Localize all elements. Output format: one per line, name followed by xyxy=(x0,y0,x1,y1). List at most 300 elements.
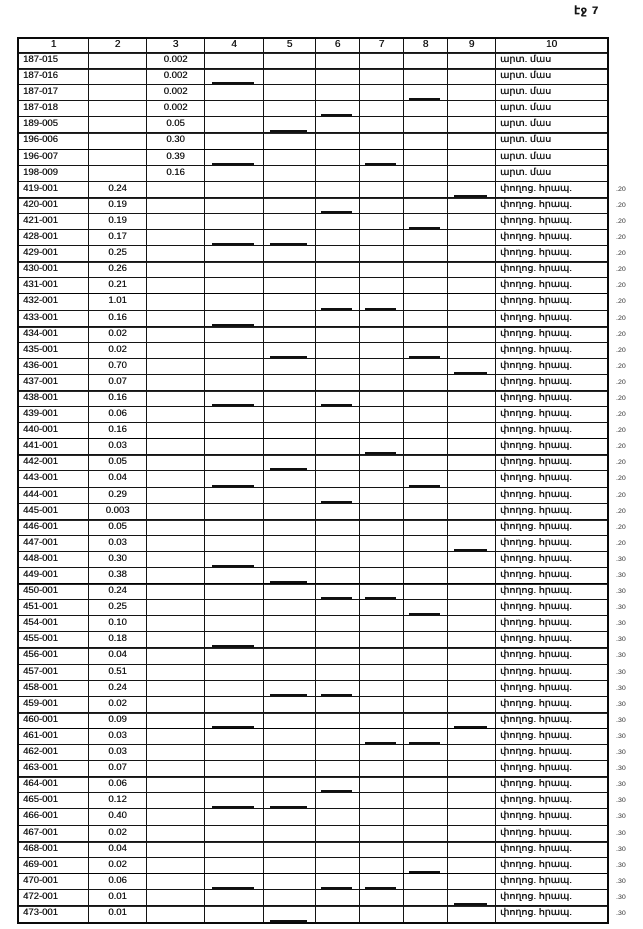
cell-id: 449-001 xyxy=(19,568,89,583)
table-row xyxy=(19,278,626,294)
cell-col6 xyxy=(316,600,360,615)
cell-col6 xyxy=(316,150,360,165)
cell-col10: փողոց. հրապ. xyxy=(500,263,572,275)
cell-col6 xyxy=(316,584,360,599)
cell-col6 xyxy=(316,182,360,197)
cell-col4 xyxy=(205,423,264,438)
cell-col2: 0.10 xyxy=(89,616,147,631)
column-header-10: 10 xyxy=(545,39,558,50)
cell-col9 xyxy=(448,874,496,889)
cell-col10: փողոց. հրապ. xyxy=(500,697,572,709)
cell-col6 xyxy=(316,117,360,132)
cell-col8 xyxy=(404,278,448,293)
cell-col7 xyxy=(360,648,404,663)
cell-col5 xyxy=(264,665,316,680)
cell-col6 xyxy=(316,504,360,519)
table-row xyxy=(19,150,607,166)
cell-id: 450-001 xyxy=(19,584,89,599)
table-row xyxy=(19,262,626,278)
margin-annotation: .20 xyxy=(616,491,626,499)
cell-col4 xyxy=(205,568,264,583)
cell-col5 xyxy=(264,455,316,470)
cell-col6 xyxy=(316,343,360,358)
cell-col10: փողոց. հրապ. xyxy=(500,713,572,725)
cell-col2: 0.02 xyxy=(89,826,147,841)
cell-col3 xyxy=(147,761,205,776)
margin-annotation: .20 xyxy=(616,234,626,241)
cell-col8 xyxy=(404,455,448,470)
cell-col10: փողոց. հրապ. xyxy=(500,874,572,886)
cell-col10: արտ. մաս xyxy=(500,70,552,82)
cell-col10: փողոց. հրապ. xyxy=(500,810,572,822)
cell-col4 xyxy=(205,343,264,358)
cell-col8 xyxy=(404,697,448,712)
cell-col2: 1.01 xyxy=(89,294,147,309)
cell-col2: 0.25 xyxy=(89,600,147,615)
cell-col9 xyxy=(448,600,496,615)
cell-col5 xyxy=(264,584,316,599)
cell-col8 xyxy=(404,294,448,309)
cell-col6 xyxy=(316,262,360,277)
cell-col9 xyxy=(448,53,496,68)
cell-col4 xyxy=(205,101,264,116)
table-row xyxy=(19,858,626,874)
cell-id: 439-001 xyxy=(19,407,89,422)
cell-col2: 0.04 xyxy=(89,471,147,486)
cell-col4 xyxy=(205,198,264,213)
cell-col5 xyxy=(264,697,316,712)
cell-col2: 0.24 xyxy=(89,584,147,599)
cell-col7 xyxy=(360,584,404,599)
cell-col7 xyxy=(360,552,404,567)
cell-col2: 0.21 xyxy=(89,278,147,293)
cell-col7 xyxy=(360,729,404,744)
cell-col7 xyxy=(360,359,404,374)
cell-col9 xyxy=(448,294,496,309)
cell-col9 xyxy=(448,488,496,503)
cell-col9 xyxy=(448,793,496,808)
cell-id: 461-001 xyxy=(19,729,89,744)
cell-col9 xyxy=(448,520,496,535)
cell-col8 xyxy=(404,874,448,889)
cell-col8 xyxy=(404,198,448,213)
cell-col9 xyxy=(448,809,496,824)
cell-col4 xyxy=(205,890,264,905)
cell-col10: փողոց. հրապ. xyxy=(500,762,572,774)
cell-id: 462-001 xyxy=(19,745,89,760)
cell-col5 xyxy=(264,616,316,631)
cell-col3 xyxy=(147,697,205,712)
cell-col10: փողոց. հրապ. xyxy=(500,311,572,323)
table-row xyxy=(19,713,626,729)
margin-annotation: .30 xyxy=(616,829,626,837)
cell-col4 xyxy=(205,471,264,486)
cell-col4 xyxy=(205,777,264,792)
cell-col4 xyxy=(205,552,264,567)
cell-col6 xyxy=(316,520,360,535)
cell-col7 xyxy=(360,665,404,680)
cell-col4 xyxy=(205,826,264,841)
cell-col6 xyxy=(316,665,360,680)
cell-col7 xyxy=(360,278,404,293)
table-row xyxy=(19,182,626,198)
table-row xyxy=(19,85,607,101)
cell-col5 xyxy=(264,391,316,406)
cell-col4 xyxy=(205,246,264,261)
cell-col9 xyxy=(448,665,496,680)
cell-col5 xyxy=(264,713,316,728)
cell-col9 xyxy=(448,826,496,841)
cell-col7 xyxy=(360,761,404,776)
cell-col10: փողոց. հրապ. xyxy=(500,182,572,194)
cell-col4 xyxy=(205,150,264,165)
cell-col8 xyxy=(404,488,448,503)
cell-col3: 0.05 xyxy=(147,117,205,132)
cell-col8 xyxy=(404,53,448,68)
cell-col3 xyxy=(147,729,205,744)
cell-col4 xyxy=(205,842,264,857)
table-row xyxy=(19,391,626,407)
cell-col6 xyxy=(316,906,360,922)
cell-col7 xyxy=(360,230,404,245)
table-row xyxy=(19,826,626,842)
cell-col10: փողոց. հրապ. xyxy=(500,826,572,838)
cell-col8 xyxy=(404,777,448,792)
cell-col7 xyxy=(360,311,404,326)
margin-annotation: .30 xyxy=(616,781,626,788)
cell-col2: 0.38 xyxy=(89,568,147,583)
cell-col10: փողոց. հրապ. xyxy=(500,729,572,741)
cell-col4 xyxy=(205,697,264,712)
table-row xyxy=(19,214,626,230)
cell-id: 473-001 xyxy=(19,906,89,922)
cell-col10: փողոց. հրապ. xyxy=(500,681,572,693)
cell-col2: 0.07 xyxy=(89,375,147,390)
cell-col3 xyxy=(147,407,205,422)
margin-annotation: .20 xyxy=(616,523,626,531)
cell-col2: 0.06 xyxy=(89,407,147,422)
cell-col5 xyxy=(264,150,316,165)
cell-col7 xyxy=(360,890,404,905)
table-body xyxy=(19,53,626,922)
cell-col10: արտ. մաս xyxy=(500,166,552,178)
table-row xyxy=(19,504,626,520)
cell-col4 xyxy=(205,520,264,535)
cell-col2: 0.06 xyxy=(89,777,147,792)
cell-col4 xyxy=(205,294,264,309)
margin-annotation: .30 xyxy=(616,813,626,821)
cell-col3 xyxy=(147,777,205,792)
cell-col9 xyxy=(448,117,496,132)
cell-col3: 0.002 xyxy=(147,69,205,84)
cell-col4 xyxy=(205,375,264,390)
cell-col4 xyxy=(205,230,264,245)
column-header-6: 6 xyxy=(316,39,360,52)
cell-col10: փողոց. հրապ. xyxy=(500,552,572,564)
margin-annotation: .20 xyxy=(616,330,626,338)
cell-col6 xyxy=(316,246,360,261)
margin-annotation: .20 xyxy=(616,346,626,354)
table-row xyxy=(19,842,626,858)
cell-col6 xyxy=(316,471,360,486)
margin-annotation: .30 xyxy=(616,572,626,579)
margin-annotation: .30 xyxy=(616,910,626,917)
cell-id: 433-001 xyxy=(19,311,89,326)
cell-col8 xyxy=(404,214,448,229)
cell-id: 468-001 xyxy=(19,842,89,857)
margin-annotation: .30 xyxy=(616,636,626,644)
cell-col3 xyxy=(147,182,205,197)
cell-col9 xyxy=(448,391,496,406)
cell-id: 458-001 xyxy=(19,681,89,696)
cell-col7 xyxy=(360,262,404,277)
cell-col4 xyxy=(205,906,264,922)
cell-col6 xyxy=(316,133,360,148)
margin-annotation: .20 xyxy=(616,459,626,467)
cell-col10: փողոց. հրապ. xyxy=(500,295,572,307)
cell-col2: 0.02 xyxy=(89,697,147,712)
cell-col2: 0.17 xyxy=(89,230,147,245)
cell-col10: արտ. մաս xyxy=(500,118,552,130)
cell-col10: փողոց. հրապ. xyxy=(500,440,572,452)
cell-col7 xyxy=(360,214,404,229)
cell-col7 xyxy=(360,407,404,422)
cell-col9 xyxy=(448,230,496,245)
cell-col6 xyxy=(316,890,360,905)
cell-col5 xyxy=(264,488,316,503)
cell-col8 xyxy=(404,311,448,326)
cell-col9 xyxy=(448,568,496,583)
cell-col6 xyxy=(316,568,360,583)
cell-col3 xyxy=(147,681,205,696)
cell-col7 xyxy=(360,777,404,792)
table-row xyxy=(19,761,626,777)
margin-annotation: .20 xyxy=(616,395,626,402)
cell-col5 xyxy=(264,375,316,390)
margin-annotation: .20 xyxy=(616,363,626,370)
cell-id: 420-001 xyxy=(19,198,89,213)
cell-col2 xyxy=(89,85,147,100)
table-row xyxy=(19,423,626,439)
cell-col8 xyxy=(404,826,448,841)
cell-col7 xyxy=(360,182,404,197)
cell-col3 xyxy=(147,230,205,245)
cell-col6 xyxy=(316,632,360,647)
cell-col4 xyxy=(205,504,264,519)
cell-id: 467-001 xyxy=(19,826,89,841)
cell-col9 xyxy=(448,214,496,229)
cell-col9 xyxy=(448,85,496,100)
cell-col5 xyxy=(264,874,316,889)
cell-col8 xyxy=(404,552,448,567)
cell-col9 xyxy=(448,729,496,744)
cell-col10: փողոց. հրապ. xyxy=(500,488,572,500)
cell-col10: արտ. մաս xyxy=(500,102,552,114)
cell-col9 xyxy=(448,182,496,197)
cell-id: 443-001 xyxy=(19,471,89,486)
cell-col9 xyxy=(448,552,496,567)
cell-col8 xyxy=(404,504,448,519)
cell-col9 xyxy=(448,166,496,181)
margin-annotation: .20 xyxy=(616,266,626,273)
cell-col4 xyxy=(205,858,264,873)
cell-col7 xyxy=(360,488,404,503)
cell-col7 xyxy=(360,439,404,454)
margin-annotation: .20 xyxy=(616,202,626,209)
cell-col8 xyxy=(404,391,448,406)
cell-col3 xyxy=(147,793,205,808)
cell-col6 xyxy=(316,423,360,438)
table-row xyxy=(19,568,626,584)
cell-col6 xyxy=(316,616,360,631)
margin-annotation: .20 xyxy=(616,379,626,386)
cell-col9 xyxy=(448,423,496,438)
column-header-5: 5 xyxy=(264,39,316,52)
table-row xyxy=(19,697,626,713)
cell-col10: փողոց. հրապ. xyxy=(500,794,572,806)
cell-col6 xyxy=(316,681,360,696)
cell-col7 xyxy=(360,697,404,712)
margin-annotation: .20 xyxy=(616,411,626,418)
cell-col3 xyxy=(147,890,205,905)
cell-col6 xyxy=(316,488,360,503)
margin-annotation: .20 xyxy=(616,314,626,322)
cell-col9 xyxy=(448,890,496,905)
cell-col2 xyxy=(89,133,147,148)
cell-col6 xyxy=(316,69,360,84)
margin-annotation: .30 xyxy=(616,652,626,660)
cell-col2: 0.03 xyxy=(89,729,147,744)
cell-col10: փողոց. հրապ. xyxy=(500,231,572,243)
cell-col4 xyxy=(205,713,264,728)
table-row xyxy=(19,455,626,471)
cell-col10: փողոց. հրապ. xyxy=(500,472,572,484)
cell-col6 xyxy=(316,278,360,293)
margin-annotation: .20 xyxy=(616,507,626,515)
cell-col10: փողոց. հրապ. xyxy=(500,842,572,854)
cell-col6 xyxy=(316,858,360,873)
cell-col3 xyxy=(147,504,205,519)
table-header-row xyxy=(19,39,607,53)
cell-col2: 0.19 xyxy=(89,198,147,213)
cell-col10: փողոց. հրապ. xyxy=(500,343,572,355)
cell-id: 421-001 xyxy=(19,214,89,229)
cell-col4 xyxy=(205,632,264,647)
cell-col2 xyxy=(89,69,147,84)
cell-col10: փողոց. հրապ. xyxy=(500,601,572,613)
cell-col10: փողոց. հրապ. xyxy=(500,504,572,516)
cell-col7 xyxy=(360,85,404,100)
cell-col9 xyxy=(448,681,496,696)
cell-col10: փողոց. հրապ. xyxy=(500,890,572,902)
cell-col8 xyxy=(404,842,448,857)
cell-col2: 0.70 xyxy=(89,359,147,374)
cell-col10: փողոց. հրապ. xyxy=(500,906,572,918)
cell-col8 xyxy=(404,890,448,905)
cell-col2: 0.25 xyxy=(89,246,147,261)
cell-col10: փողոց. հրապ. xyxy=(500,214,572,226)
table-row xyxy=(19,343,626,359)
table-row xyxy=(19,101,607,117)
cell-col3: 0.39 xyxy=(147,150,205,165)
cell-id: 451-001 xyxy=(19,600,89,615)
cell-col4 xyxy=(205,407,264,422)
cell-col8 xyxy=(404,793,448,808)
cell-col2: 0.12 xyxy=(89,793,147,808)
cell-col5 xyxy=(264,842,316,857)
cell-id: 437-001 xyxy=(19,375,89,390)
cell-col9 xyxy=(448,761,496,776)
margin-annotation: .20 xyxy=(616,475,626,483)
cell-col7 xyxy=(360,117,404,132)
table-row xyxy=(19,745,626,761)
cell-col2: 0.03 xyxy=(89,439,147,454)
cell-col6 xyxy=(316,648,360,663)
cell-col2: 0.02 xyxy=(89,858,147,873)
table-row xyxy=(19,133,607,149)
margin-annotation: .20 xyxy=(616,298,626,306)
cell-col5 xyxy=(264,343,316,358)
cell-col7 xyxy=(360,294,404,309)
margin-annotation: .30 xyxy=(616,717,626,724)
margin-annotation: .30 xyxy=(616,733,626,740)
cell-col2: 0.07 xyxy=(89,761,147,776)
cell-col6 xyxy=(316,85,360,100)
cell-col2 xyxy=(89,53,147,68)
cell-col10: փողոց. հրապ. xyxy=(500,665,572,677)
margin-annotation: .30 xyxy=(616,749,626,756)
cell-col9 xyxy=(448,906,496,922)
cell-col4 xyxy=(205,455,264,470)
cell-col2: 0.04 xyxy=(89,842,147,857)
cell-col3 xyxy=(147,536,205,551)
cell-col6 xyxy=(316,214,360,229)
cell-col2: 0.003 xyxy=(89,504,147,519)
cell-col8 xyxy=(404,536,448,551)
table-row xyxy=(19,584,626,600)
cell-id: 435-001 xyxy=(19,343,89,358)
cell-col7 xyxy=(360,391,404,406)
cell-col5 xyxy=(264,471,316,486)
cell-col2: 0.51 xyxy=(89,665,147,680)
cell-col10: փողոց. հրապ. xyxy=(500,198,572,210)
cell-col2: 0.05 xyxy=(89,455,147,470)
cell-col3 xyxy=(147,343,205,358)
cell-id: 198-009 xyxy=(19,166,89,181)
cell-col10: փողոց. հրապ. xyxy=(500,858,572,870)
margin-annotation: .30 xyxy=(616,684,626,692)
cell-col9 xyxy=(448,697,496,712)
table-row xyxy=(19,311,626,327)
cell-col5 xyxy=(264,504,316,519)
cell-col4 xyxy=(205,311,264,326)
cell-col10: փողոց. հրապ. xyxy=(500,569,572,580)
cell-col3 xyxy=(147,616,205,631)
margin-annotation: .30 xyxy=(616,556,626,563)
cell-col10: փողոց. հրապ. xyxy=(500,359,572,371)
cell-col3 xyxy=(147,809,205,824)
cell-col3: 0.30 xyxy=(147,133,205,148)
cell-col4 xyxy=(205,439,264,454)
cell-id: 434-001 xyxy=(19,327,89,342)
cell-col7 xyxy=(360,858,404,873)
margin-annotation: .20 xyxy=(616,540,626,547)
table-row xyxy=(19,166,607,182)
cell-col7 xyxy=(360,809,404,824)
cell-col3 xyxy=(147,520,205,535)
cell-col8 xyxy=(404,85,448,100)
cell-col9 xyxy=(448,842,496,857)
